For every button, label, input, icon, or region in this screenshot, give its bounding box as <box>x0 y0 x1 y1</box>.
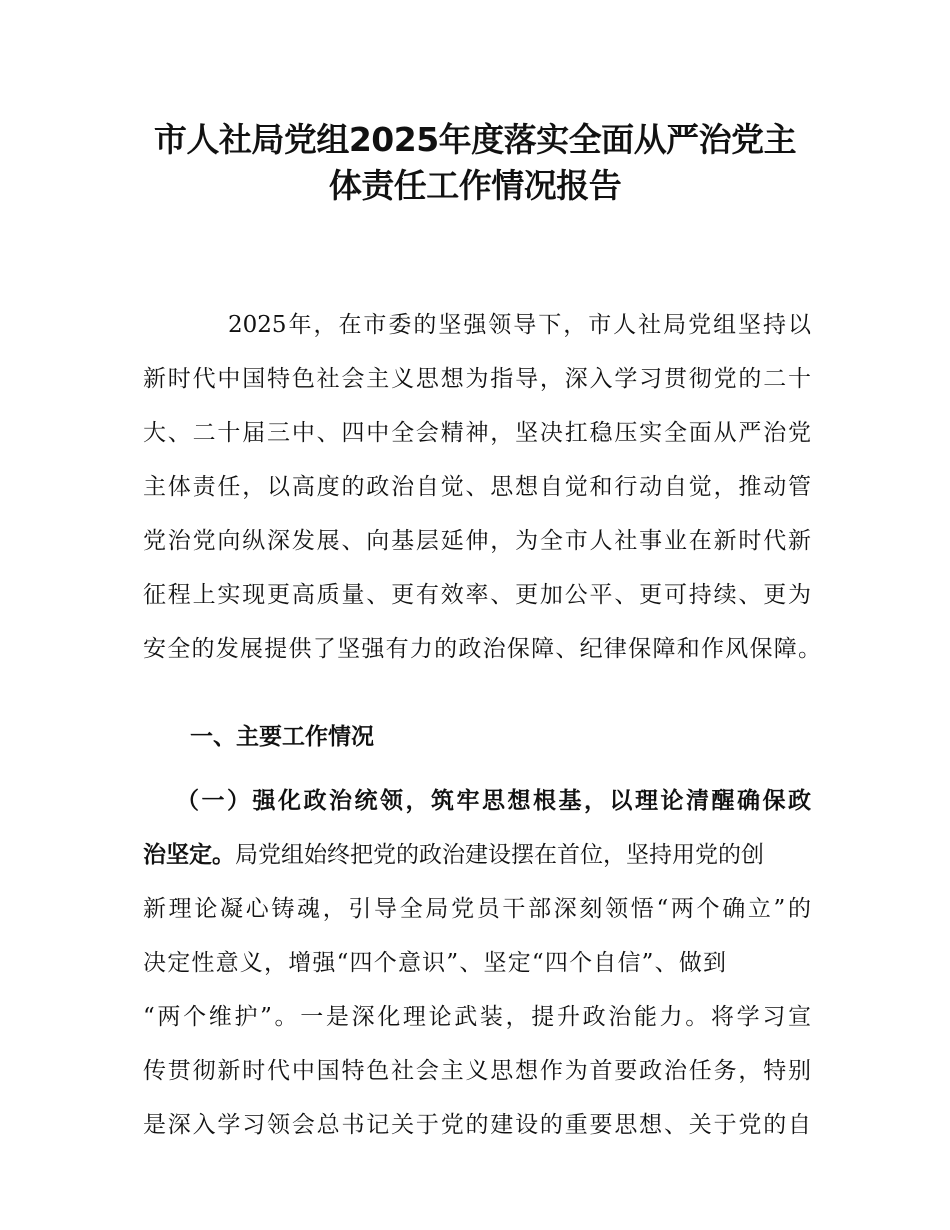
paragraph-line: 新理论凝心铸魂，引导全局党员干部深刻领悟“两个确立”的 <box>143 896 811 922</box>
section-heading: 一、主要工作情况 <box>190 724 374 750</box>
paragraph-line: 征程上实现更高质量、更有效率、更加公平、更可持续、更为 <box>143 582 811 608</box>
paragraph-line: 主体责任，以高度的政治自觉、思想自觉和行动自觉，推动管 <box>143 474 811 500</box>
document-title-line-1: 市人社局党组2025年度落实全面从严治党主 <box>153 120 797 159</box>
paragraph-line: 2025年，在市委的坚强领导下，市人社局党组坚持以 <box>228 312 811 338</box>
paragraph-line: 新时代中国特色社会主义思想为指导，深入学习贯彻党的二十 <box>143 366 811 392</box>
paragraph-line: “两个维护”。一是深化理论武装，提升政治能力。将学习宣 <box>143 1004 811 1030</box>
paragraph-line: 大、二十届三中、四中全会精神，坚决扛稳压实全面从严治党 <box>143 420 811 446</box>
paragraph-line: 传贯彻新时代中国特色社会主义思想作为首要政治任务，特别 <box>143 1058 811 1084</box>
paragraph-line: 决定性意义，增强“四个意识”、坚定“四个自信”、做到 <box>143 950 728 976</box>
paragraph-line: 安全的发展提供了坚强有力的政治保障、纪律保障和作风保障。 <box>143 636 821 662</box>
paragraph-line <box>143 840 811 870</box>
subsection-heading: （一）强化政治统领，筑牢思想根基，以理论清醒确保政 <box>176 788 811 814</box>
subsection-heading-end: 治坚定。 <box>143 842 235 868</box>
document-title-line-2: 体责任工作情况报告 <box>328 166 622 205</box>
paragraph-text: 局党组始终把党的政治建设摆在首位，坚持用党的创 <box>235 842 764 868</box>
paragraph-line: 是深入学习领会总书记关于党的建设的重要思想、关于党的自 <box>143 1112 811 1138</box>
paragraph-line: 党治党向纵深发展、向基层延伸，为全市人社事业在新时代新 <box>143 528 811 554</box>
